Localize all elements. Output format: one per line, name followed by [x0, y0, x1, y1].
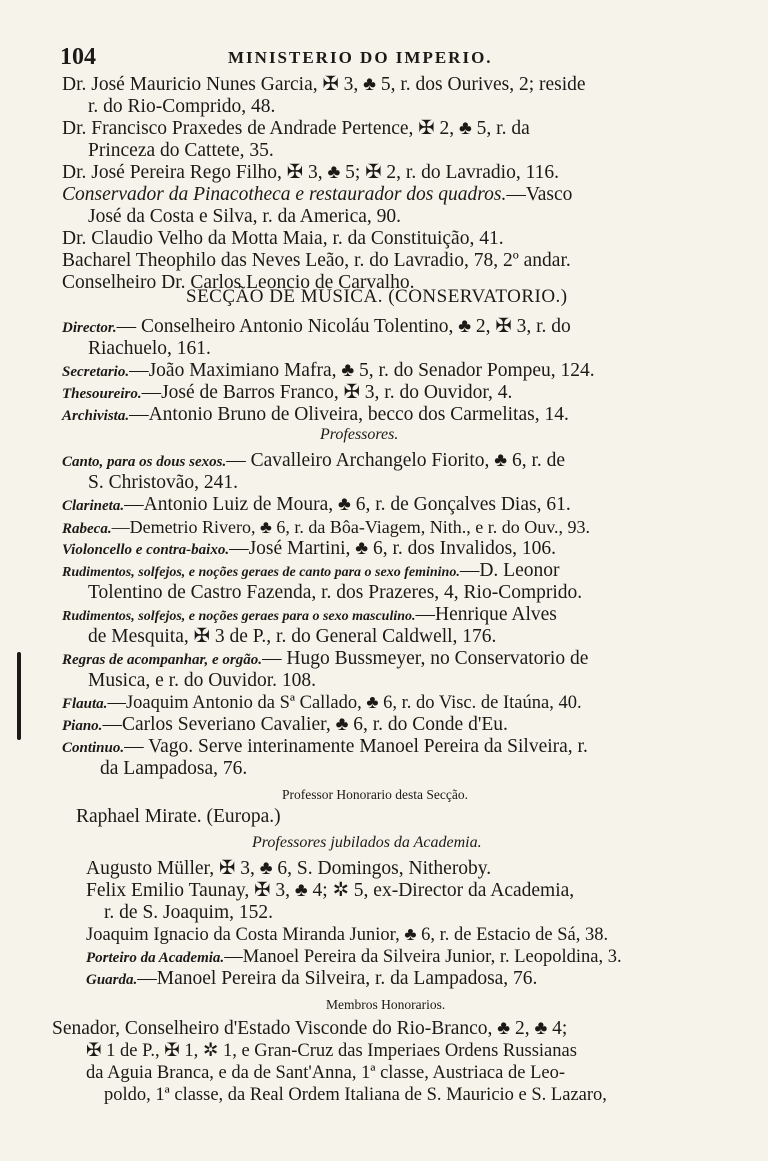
entry-line: Felix Emilio Taunay, ✠ 3, ♣ 4; ✲ 5, ex-Director da Academia,	[86, 880, 575, 901]
entry-line	[62, 736, 588, 759]
entry-text: —José de Barros Franco, ✠ 3, r. do Ouvidor, 4.	[141, 382, 513, 403]
entry-line: Dr. Francisco Praxedes de Andrade Pertence, ✠ 2, ♣ 5, r. da	[62, 118, 530, 139]
entry-text: —Vasco	[506, 184, 573, 205]
entry-line	[62, 604, 557, 628]
entry-label: Violoncello e contra-baixo.	[62, 542, 230, 558]
entry-line	[62, 648, 588, 671]
entry-line	[62, 316, 571, 339]
entry-line: S. Christovão, 241.	[88, 472, 239, 493]
entry-text: —Joaquim Antonio da Sª Callado, ♣ 6, r. do Visc. de Itaúna, 40.	[107, 693, 582, 713]
entry-line: Tolentino de Castro Fazenda, r. dos Prazeres, 4, Rio-Comprido.	[88, 582, 583, 603]
subheading-professores: Professores.	[320, 426, 399, 443]
entry-text: — Cavalleiro Archangelo Fiorito, ♣ 6, r. de	[226, 450, 566, 471]
subheading-professor-honorario: Professor Honorario desta Secção.	[282, 787, 468, 802]
entry-text: — Vago. Serve interinamente Manoel Pereira da Silveira, r.	[124, 736, 588, 757]
entry-text: —D. Leonor	[459, 560, 560, 581]
entry-line	[86, 968, 537, 991]
section-title: SECÇÃO DE MUSICA. (CONSERVATORIO.)	[186, 286, 568, 307]
entry-line: Augusto Müller, ✠ 3, ♣ 6, S. Domingos, Nitheroby.	[86, 858, 492, 879]
entry-line	[62, 494, 571, 517]
entry-label: Canto, para os dous sexos.	[62, 454, 227, 470]
entry-text: —Antonio Bruno de Oliveira, becco dos Carmelitas, 14.	[129, 404, 569, 425]
entry-label: Rudimentos, solfejos, e noções geraes de canto para o sexo feminino.	[62, 565, 460, 580]
entry-line	[62, 184, 572, 206]
entry-line: Bacharel Theophilo das Neves Leão, r. do Lavradio, 78, 2º andar.	[62, 250, 571, 271]
entry-line: r. de S. Joaquim, 152.	[104, 902, 273, 923]
entry-text: —Manoel Pereira da Silveira, r. da Lampadosa, 76.	[137, 968, 538, 989]
entry-line	[62, 692, 582, 715]
entry-text: — Hugo Bussmeyer, no Conservatorio de	[262, 648, 589, 669]
entry-line: Musica, e r. do Ouvidor. 108.	[88, 670, 317, 691]
entry-text: —José Martini, ♣ 6, r. dos Invalidos, 106.	[229, 538, 557, 559]
entry-line	[62, 382, 512, 405]
entry-line: Dr. José Pereira Rego Filho, ✠ 3, ♣ 5; ✠ 2, r. do Lavradio, 116.	[62, 162, 559, 183]
page-header	[60, 44, 700, 74]
entry-label: Conservador da Pinacotheca e restaurador dos quadros.	[62, 184, 507, 205]
entry-label: Continuo.	[62, 740, 125, 756]
entry-label: Regras de acompanhar, e orgão.	[62, 652, 263, 668]
entry-label: Archivista.	[62, 408, 130, 424]
entry-line: Conselheiro Dr. Carlos Leoncio de Carvalho.	[62, 272, 415, 293]
entry-label: Guarda.	[86, 972, 138, 988]
entry-line	[62, 404, 569, 427]
entry-text: —Manoel Pereira da Silveira Junior, r. Leopoldina, 3.	[224, 947, 622, 967]
entry-line: poldo, 1ª classe, da Real Ordem Italiana de S. Mauricio e S. Lazaro,	[104, 1085, 607, 1105]
entry-line: Dr. Claudio Velho da Motta Maia, r. da Constituição, 41.	[62, 228, 504, 249]
entry-line: Riachuelo, 161.	[88, 338, 211, 359]
entry-line: José da Costa e Silva, r. da America, 90.	[88, 206, 402, 227]
entry-line: r. do Rio-Comprido, 48.	[88, 96, 276, 117]
entry-line	[62, 560, 559, 584]
entry-text: —Antonio Luiz de Moura, ♣ 6, r. de Gonçalves Dias, 61.	[124, 494, 571, 515]
entry-label: Porteiro da Academia.	[86, 950, 225, 966]
entry-line	[62, 516, 590, 540]
entry-line: Princeza do Cattete, 35.	[88, 140, 274, 161]
entry-text: —Henrique Alves	[415, 604, 557, 625]
entry-text: —João Maximiano Mafra, ♣ 5, r. do Senador Pompeu, 124.	[129, 360, 595, 381]
entry-line	[62, 538, 556, 561]
entry-label: Piano.	[62, 718, 103, 734]
entry-line	[62, 450, 565, 473]
entry-line: da Lampadosa, 76.	[100, 758, 248, 779]
entry-text: — Conselheiro Antonio Nicoláu Tolentino, ♣ 2, ✠ 3, r. do	[116, 316, 571, 337]
entry-label: Director.	[62, 320, 117, 336]
entry-line: Joaquim Ignacio da Costa Miranda Junior, ♣ 6, r. de Estacio de Sá, 38.	[86, 925, 609, 945]
entry-line: Senador, Conselheiro d'Estado Visconde do Rio-Branco, ♣ 2, ♣ 4;	[52, 1018, 568, 1039]
subheading-membros-honorarios: Membros Honorarios.	[326, 997, 446, 1012]
entry-line: da Aguia Branca, e da de Sant'Anna, 1ª classe, Austriaca de Leo-	[86, 1063, 565, 1083]
entry-line: Raphael Mirate. (Europa.)	[76, 806, 281, 827]
entry-line	[62, 714, 508, 737]
entry-label: Clarineta.	[62, 498, 125, 514]
page-number: 104	[60, 44, 96, 70]
entry-line	[86, 946, 622, 969]
entry-line	[62, 360, 595, 383]
entry-line: de Mesquita, ✠ 3 de P., r. do General Caldwell, 176.	[88, 626, 497, 647]
entry-label: Thesoureiro.	[62, 386, 142, 402]
running-title: MINISTERIO DO IMPERIO.	[228, 48, 493, 67]
entry-text: —Carlos Severiano Cavalier, ♣ 6, r. do Conde d'Eu.	[102, 714, 508, 735]
entry-line: ✠ 1 de P., ✠ 1, ✲ 1, e Gran-Cruz das Imperiaes Ordens Russianas	[86, 1041, 577, 1061]
entry-label: Flauta.	[62, 696, 108, 712]
entry-text: —Demetrio Rivero, ♣ 6, r. da Bôa-Viagem, Nith., e r. do Ouv., 93.	[111, 517, 591, 537]
entry-line: Dr. José Mauricio Nunes Garcia, ✠ 3, ♣ 5, r. dos Ourives, 2; reside	[62, 74, 586, 95]
margin-ink-mark	[17, 652, 21, 740]
entry-label: Secretario.	[62, 364, 130, 380]
entry-label: Rudimentos, solfejos, e noções geraes para o sexo masculino.	[62, 609, 416, 624]
subheading-professores-jubilados: Professores jubilados da Academia.	[252, 834, 482, 851]
entry-label: Rabeca.	[62, 521, 112, 537]
